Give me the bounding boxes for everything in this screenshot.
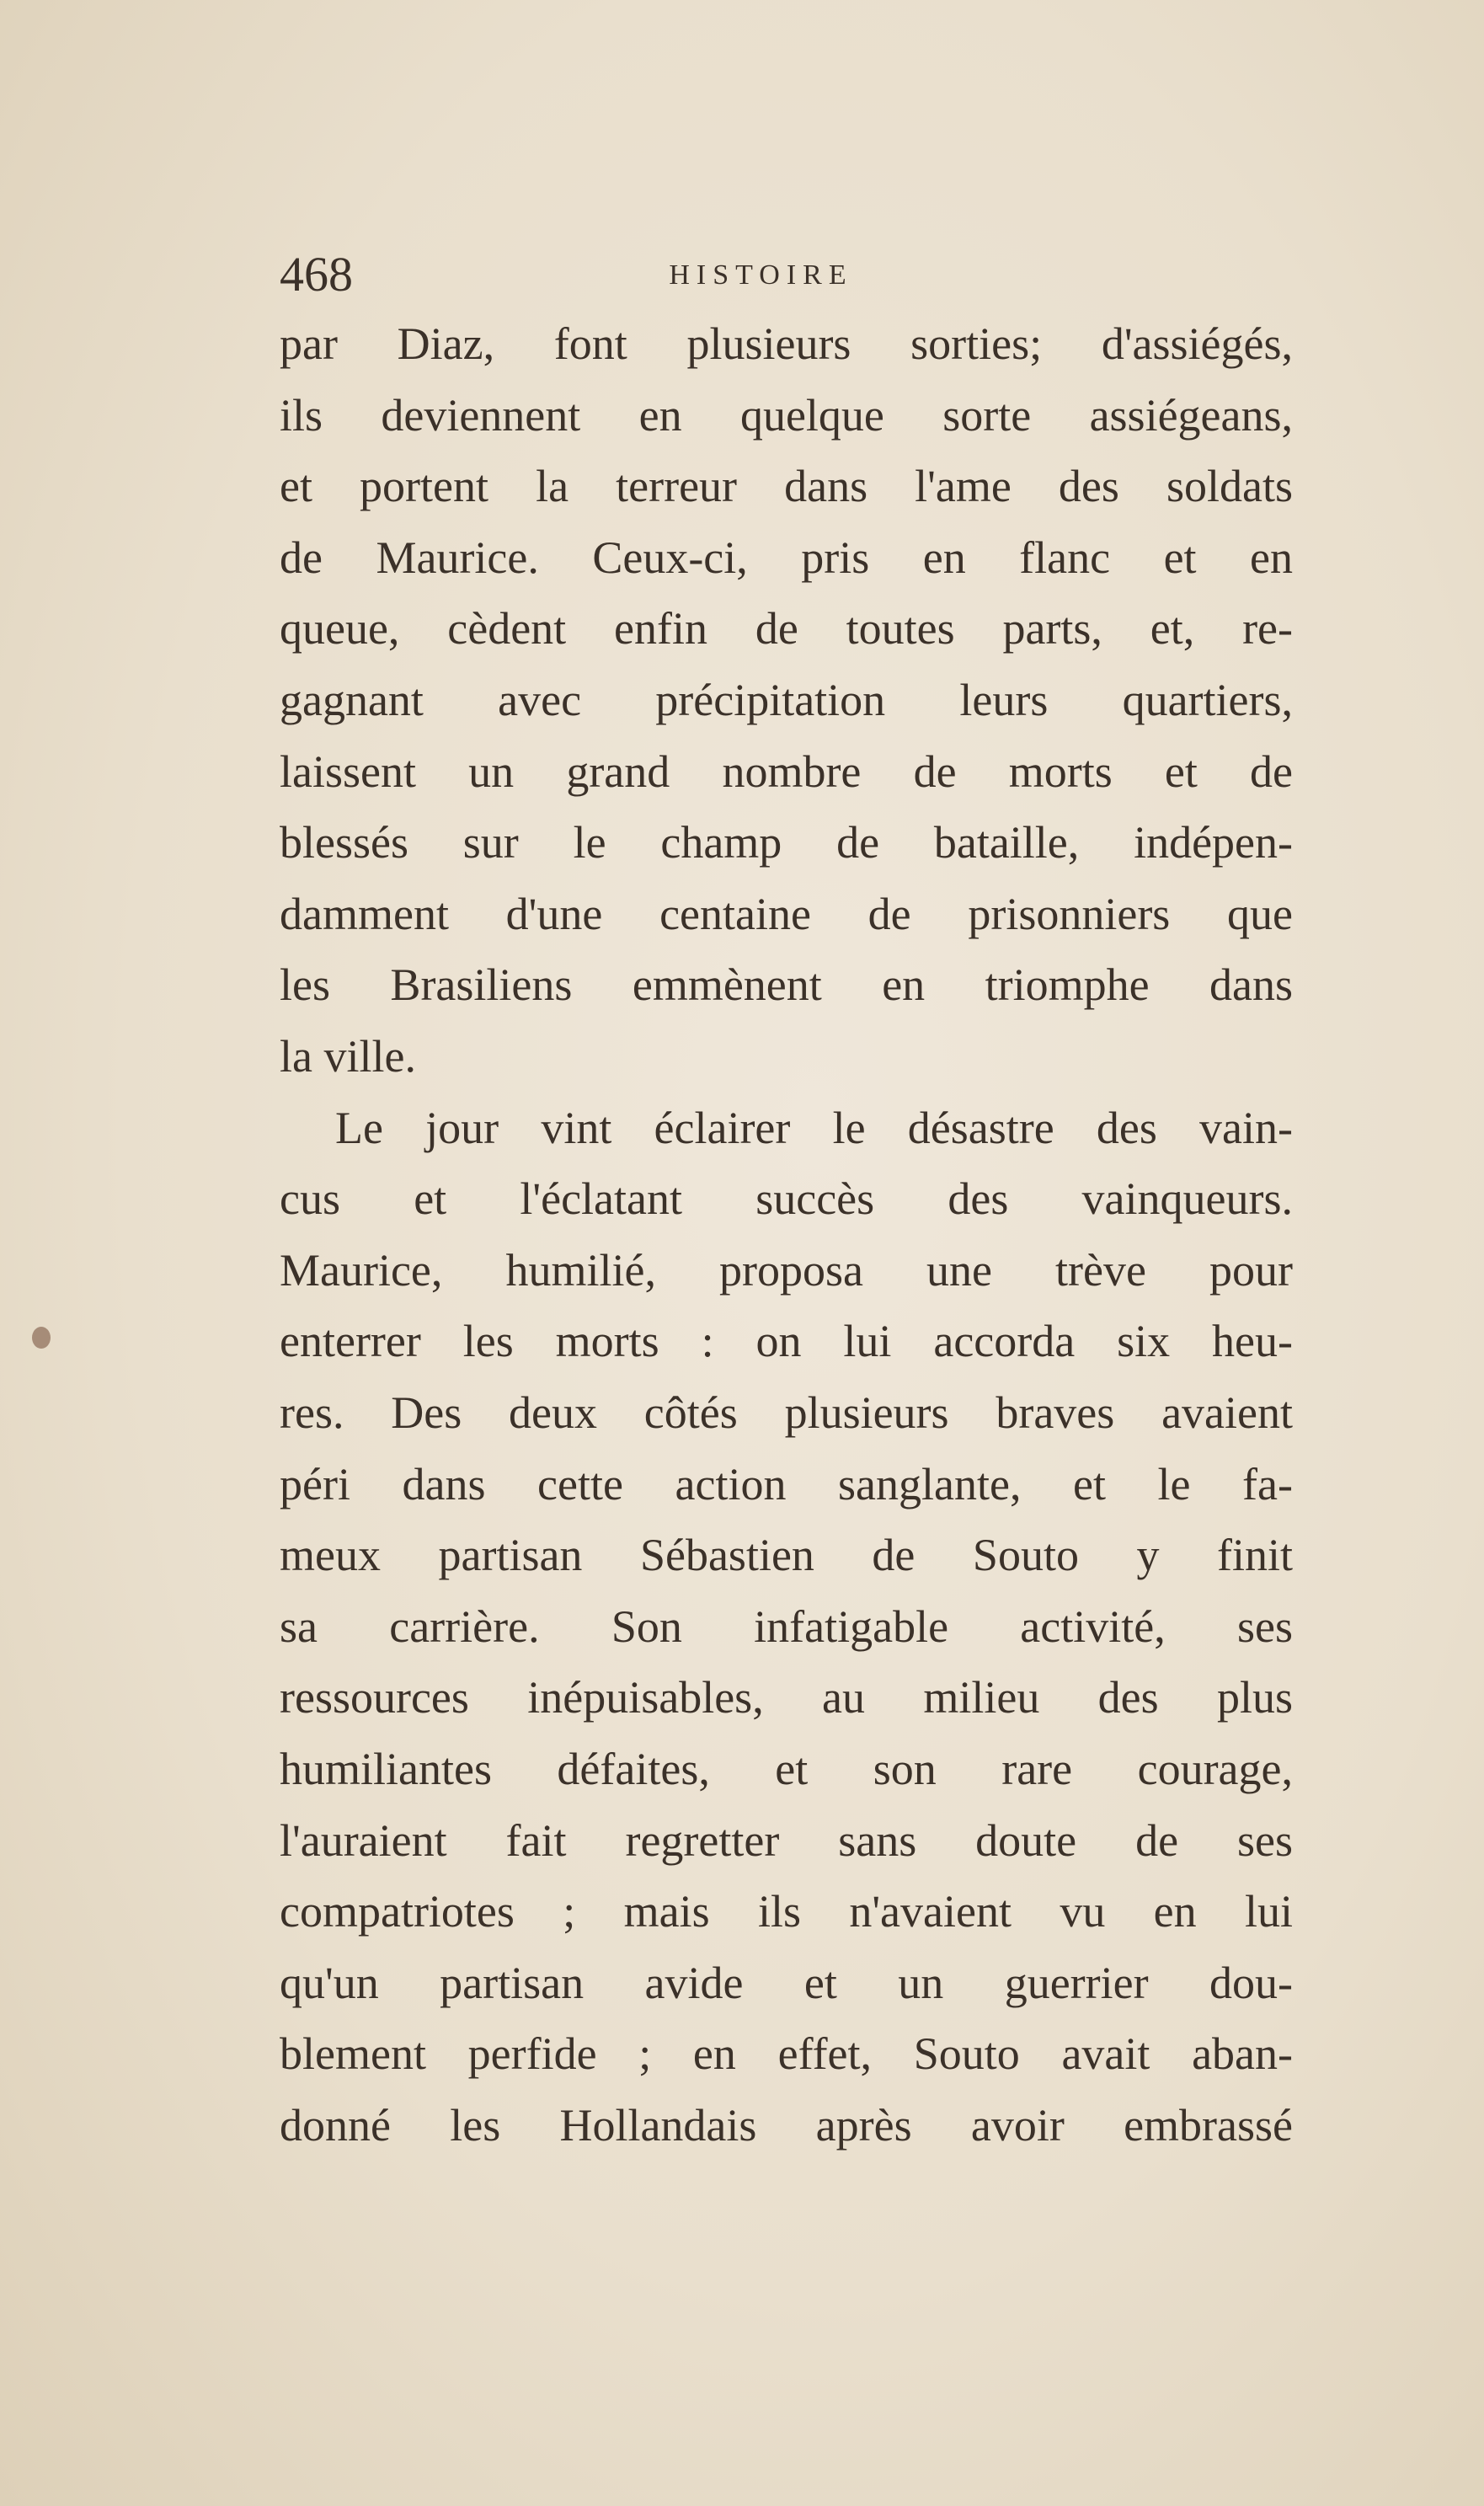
text-line: meux partisan Sébastien de Souto y finit <box>280 1530 1293 1581</box>
text-line: compatriotes ; mais ils n'avaient vu en lui <box>280 1886 1293 1937</box>
text-line: ils deviennent en quelque sorte assiégeans, <box>280 389 1293 441</box>
text-line: donné les Hollandais après avoir embrassé <box>280 2100 1293 2151</box>
running-head: HISTOIRE <box>669 259 853 291</box>
text-line: cus et l'éclatant succès des vainqueurs. <box>280 1173 1293 1225</box>
text-line: par Diaz, font plusieurs sorties; d'assiégés, <box>280 318 1293 369</box>
text-line: humiliantes défaites, et son rare courage, <box>280 1744 1293 1794</box>
text-line: qu'un partisan avide et un guerrier dou- <box>280 1957 1293 2008</box>
text-line: res. Des deux côtés plusieurs braves avaient <box>280 1387 1293 1438</box>
page-header <box>280 249 1293 300</box>
page-number: 468 <box>280 247 353 302</box>
text-line: queue, cèdent enfin de toutes parts, et, re- <box>280 603 1293 655</box>
text-line: les Brasiliens emmènent en triomphe dans <box>280 959 1293 1011</box>
text-line: péri dans cette action sanglante, et le fa- <box>280 1458 1293 1509</box>
text-line: blessés sur le champ de bataille, indépen- <box>280 817 1293 868</box>
text-line: ressources inépuisables, au milieu des plus <box>280 1672 1293 1723</box>
text-line: blement perfide ; en effet, Souto avait aban- <box>280 2028 1293 2080</box>
text-line: damment d'une centaine de prisonniers que <box>280 888 1293 939</box>
foxing-stain <box>32 1327 51 1349</box>
text-line: laissent un grand nombre de morts et de <box>280 745 1293 797</box>
text-line: sa carrière. Son infatigable activité, ses <box>280 1600 1293 1652</box>
text-line: et portent la terreur dans l'ame des soldats <box>280 461 1293 512</box>
text-line: Le jour vint éclairer le désastre des vain- <box>335 1102 1293 1153</box>
text-line: de Maurice. Ceux-ci, pris en flanc et en <box>280 532 1293 583</box>
text-line: Maurice, humilié, proposa une trève pour <box>280 1244 1293 1296</box>
text-line: enterrer les morts : on lui accorda six heu- <box>280 1316 1293 1367</box>
text-line: la ville. <box>280 1031 416 1082</box>
text-line: l'auraient fait regretter sans doute de ses <box>280 1814 1293 1866</box>
text-line: gagnant avec précipitation leurs quartiers, <box>280 675 1293 725</box>
